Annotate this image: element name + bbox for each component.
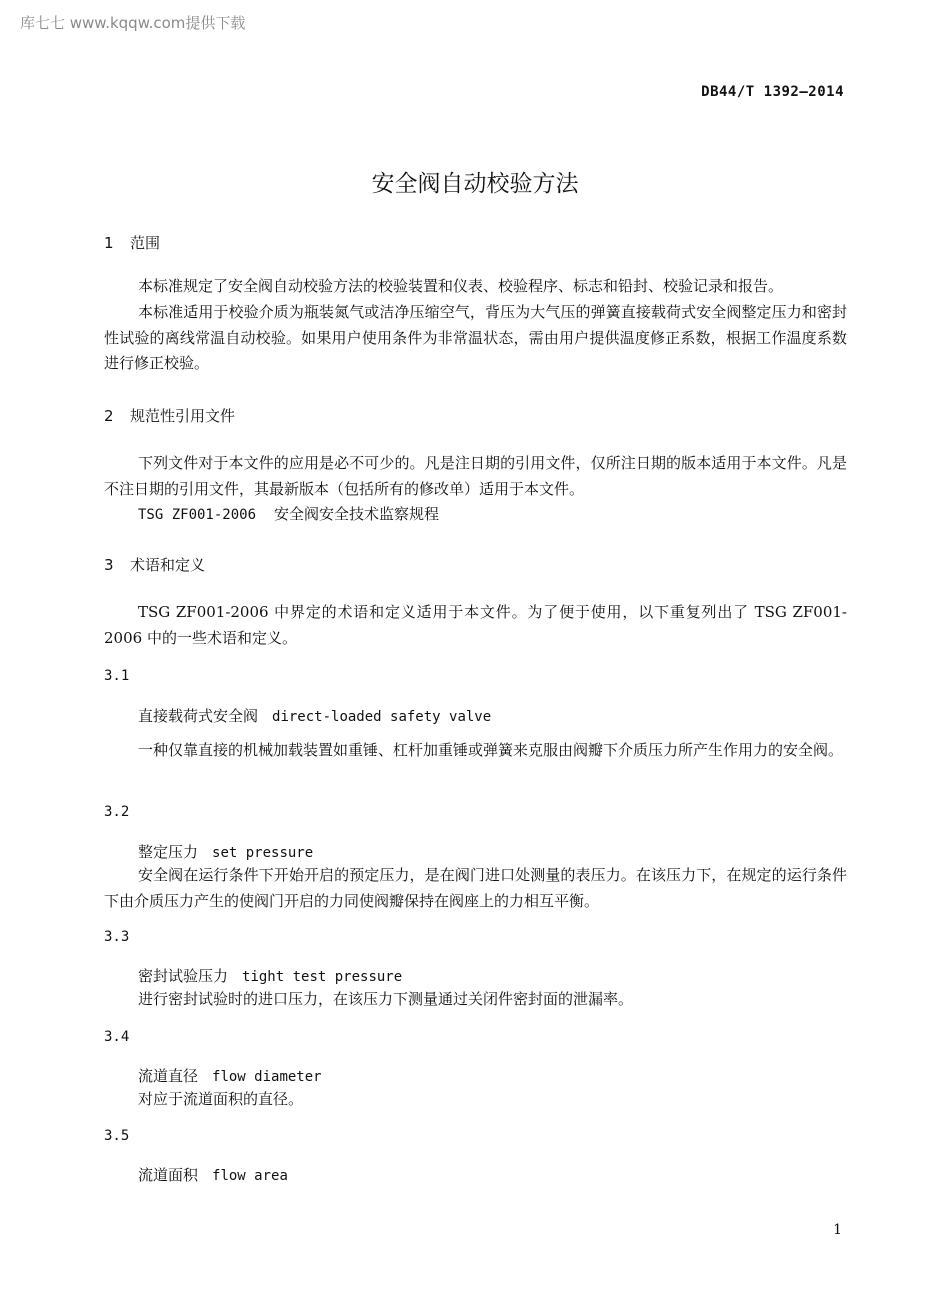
term-en: tight test pressure: [242, 969, 403, 985]
term-en: set pressure: [212, 845, 314, 861]
section-heading-scope: [104, 232, 160, 253]
term-definition: 一种仅靠直接的机械加载装置如重锤、杠杆加重锤或弹簧来克服由阀瓣下介质压力所产生作用力的安全阀。: [138, 741, 844, 759]
section-number: 2: [104, 407, 114, 425]
reference-entry: [138, 503, 439, 524]
section-heading-terms: [104, 554, 205, 575]
scope-paragraph-2: 本标准适用于校验介质为瓶装氮气或洁净压缩空气，背压为大气压的弹簧直接载荷式安全阀整定压力和密封性试验的离线常温自动校验。如果用户使用条件为非常温状态，需由用户提供温度修正系数，根据工作温度系数进行修正校验。: [104, 303, 847, 372]
section-number: 1: [104, 234, 114, 252]
term-en: direct-loaded safety valve: [272, 709, 492, 725]
section-title: 范围: [130, 234, 161, 252]
reference-title: 安全阀安全技术监察规程: [274, 505, 440, 523]
term-definition: 对应于流道面积的直径。: [138, 1090, 304, 1108]
section-title: 术语和定义: [130, 556, 206, 574]
clause-number: 3.4: [104, 1029, 130, 1045]
scope-paragraph-1: 本标准规定了安全阀自动校验方法的校验装置和仪表、校验程序、标志和铅封、校验记录和报告。: [138, 277, 784, 295]
section-heading-normative-references: [104, 405, 235, 426]
clause-number: 3.3: [104, 929, 130, 945]
term-entry: [138, 1065, 322, 1086]
term-zh: 流道面积: [138, 1166, 199, 1184]
page-number: 1: [833, 1222, 842, 1238]
term-definition: 安全阀在运行条件下开始开启的预定压力，是在阀门进口处测量的表压力。在该压力下，在规定的运行条件下由介质压力产生的使阀门开启的力同使阀瓣保持在阀座上的力相互平衡。: [104, 866, 847, 910]
term-zh: 流道直径: [138, 1067, 199, 1085]
term-zh: 直接载荷式安全阀: [138, 707, 259, 725]
term-entry: [138, 841, 313, 862]
document-title: 安全阀自动校验方法: [371, 171, 579, 197]
clause-number: 3.2: [104, 804, 130, 820]
term-zh: 整定压力: [138, 843, 199, 861]
term-en: flow area: [212, 1168, 288, 1184]
term-definition: 进行密封试验时的进口压力，在该压力下测量通过关闭件密封面的泄漏率。: [138, 990, 634, 1008]
term-entry: [138, 705, 491, 726]
terms-intro-paragraph: TSG ZF001-2006 中界定的术语和定义适用于本文件。为了便于使用，以下重复列出了 TSG ZF001-2006 中的一些术语和定义。: [104, 603, 847, 647]
standard-number: DB44/T 1392—2014: [701, 84, 844, 100]
term-entry: [138, 1164, 288, 1185]
section-title: 规范性引用文件: [130, 407, 236, 425]
term-zh: 密封试验压力: [138, 967, 229, 985]
reference-code: TSG ZF001-2006: [138, 507, 257, 523]
term-en: flow diameter: [212, 1069, 322, 1085]
watermark: 库七七 www.kqqw.com提供下载: [20, 14, 246, 32]
section-number: 3: [104, 556, 114, 574]
clause-number: 3.5: [104, 1128, 130, 1144]
clause-number: 3.1: [104, 668, 130, 684]
references-paragraph: 下列文件对于本文件的应用是必不可少的。凡是注日期的引用文件，仅所注日期的版本适用于本文件。凡是不注日期的引用文件，其最新版本（包括所有的修改单）适用于本文件。: [104, 454, 847, 498]
term-entry: [138, 965, 402, 986]
